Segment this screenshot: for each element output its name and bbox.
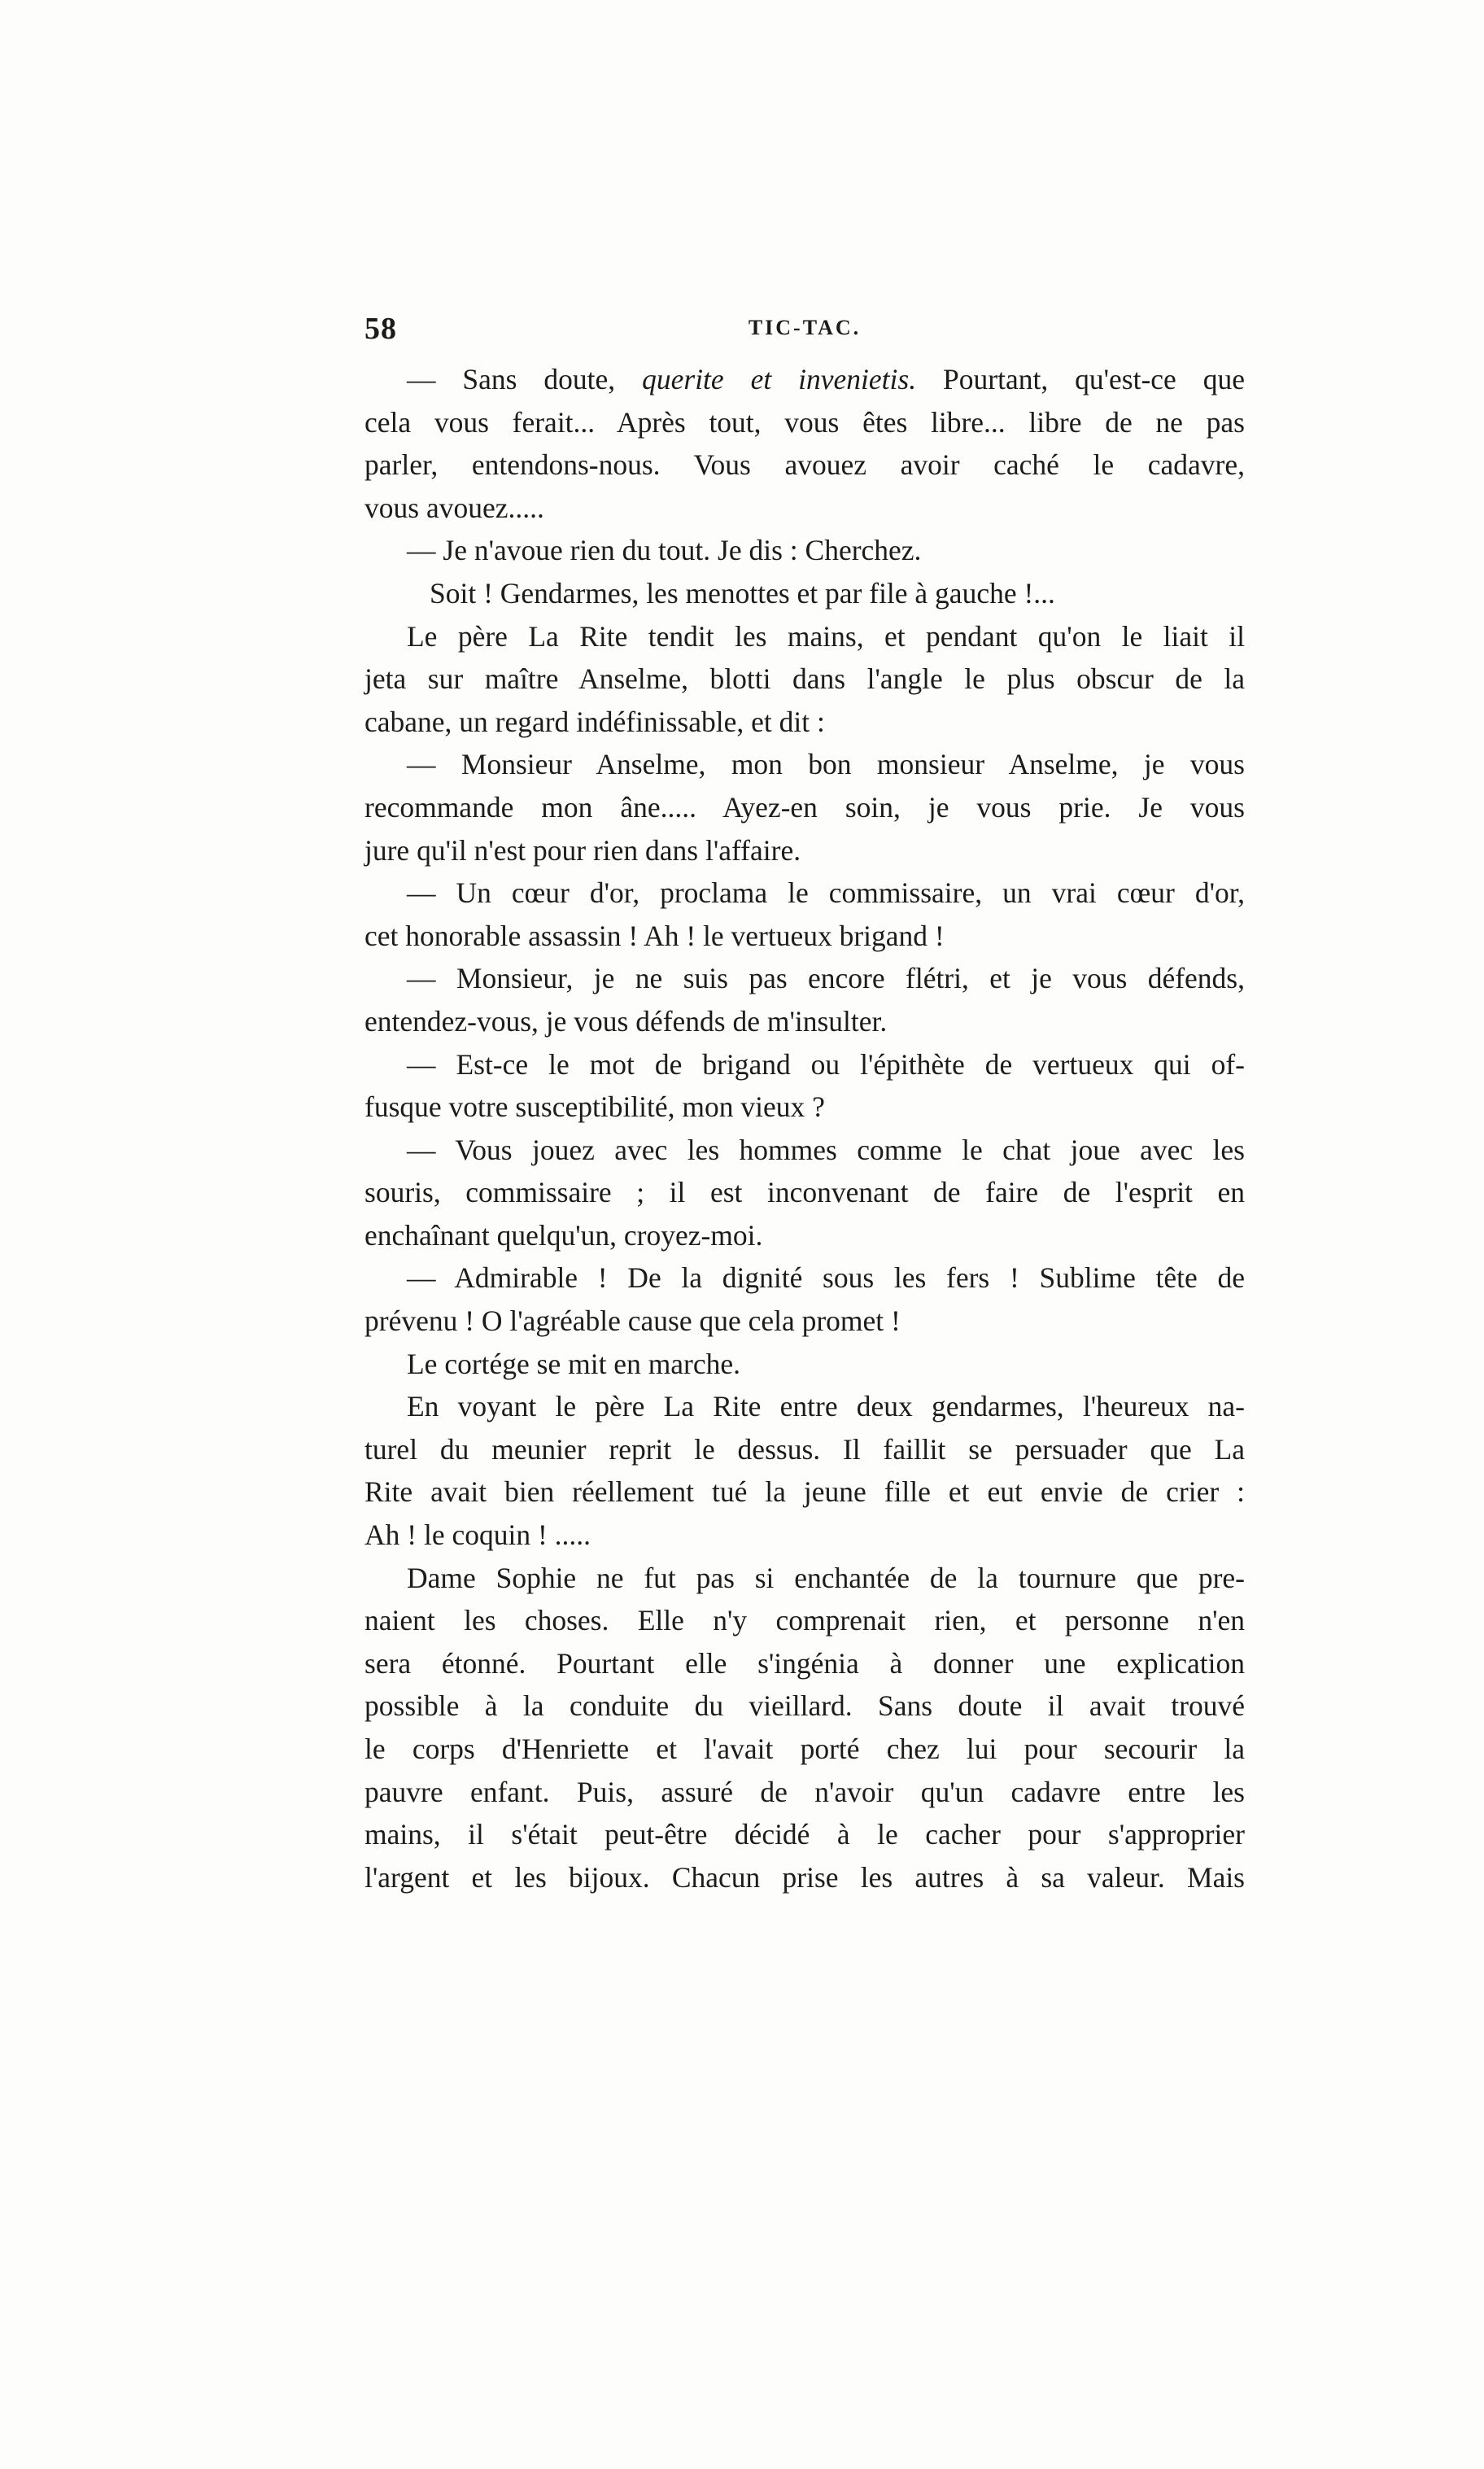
text-line: — Admirable ! De la dignité sous les fers ! Sublime tête de xyxy=(407,1261,1245,1295)
latin-quote: querite et invenietis. xyxy=(642,363,917,395)
body-text xyxy=(364,358,1245,1899)
text-line: l'argent et les bijoux. Chacun prise les autres à sa valeur. Mais xyxy=(364,1860,1245,1894)
text-line: Le cortége se mit en marche. xyxy=(407,1347,741,1380)
text-line: jeta sur maître Anselme, blotti dans l'angle le plus obscur de la xyxy=(364,662,1245,696)
text-line: naient les choses. Elle n'y comprenait rien, et personne n'en xyxy=(364,1604,1245,1637)
text-line: cabane, un regard indéfinissable, et dit : xyxy=(364,705,825,738)
running-title: TIC-TAC. xyxy=(748,316,862,339)
text-line: Rite avait bien réellement tué la jeune fille et eut envie de crier : xyxy=(364,1475,1245,1509)
page-number: 58 xyxy=(364,312,397,346)
text-line: — Monsieur Anselme, mon bon monsieur Anselme, je vous xyxy=(407,748,1245,781)
text-line: Soit ! Gendarmes, les menottes et par file à gauche !... xyxy=(430,576,1055,610)
text-line: Ah ! le coquin ! ..... xyxy=(364,1519,591,1552)
text-line: — Sans doute, querite et invenietis. Pourtant, qu'est-ce que xyxy=(407,363,1245,395)
text-line: souris, commissaire ; il est inconvenant de faire de l'esprit en xyxy=(364,1176,1245,1209)
text-line: fusque votre susceptibilité, mon vieux ? xyxy=(364,1090,825,1124)
text-line: entendez-vous, je vous défends de m'insulter. xyxy=(364,1004,888,1038)
text-line: — Je n'avoue rien du tout. Je dis : Cherchez. xyxy=(407,534,922,567)
text-line: sera étonné. Pourtant elle s'ingénia à donner une explication xyxy=(364,1646,1245,1680)
text-line: — Est-ce le mot de brigand ou l'épithète de vertueux qui of- xyxy=(407,1047,1245,1081)
text-line: enchaînant quelqu'un, croyez-moi. xyxy=(364,1218,763,1252)
running-head xyxy=(364,311,1245,350)
text-line: En voyant le père La Rite entre deux gendarmes, l'heureux na- xyxy=(407,1390,1245,1423)
text-line: — Vous jouez avec les hommes comme le chat joue avec les xyxy=(407,1133,1245,1166)
text-line: Le père La Rite tendit les mains, et pendant qu'on le liait il xyxy=(407,619,1245,653)
text-line: le corps d'Henriette et l'avait porté chez lui pour secourir la xyxy=(364,1733,1245,1765)
text-line: prévenu ! O l'agréable cause que cela promet ! xyxy=(364,1304,901,1338)
text-line: possible à la conduite du vieillard. Sans doute il avait trouvé xyxy=(364,1689,1245,1723)
text-line: pauvre enfant. Puis, assuré de n'avoir qu'un cadavre entre les xyxy=(364,1775,1245,1808)
text-line: Dame Sophie ne fut pas si enchantée de la tournure que pre- xyxy=(407,1561,1245,1594)
text-line: vous avouez..... xyxy=(364,491,544,524)
text-line: cet honorable assassin ! Ah ! le vertueux brigand ! xyxy=(364,919,945,952)
text-line: cela vous ferait... Après tout, vous êtes libre... libre de ne pas xyxy=(364,405,1245,439)
text-line: parler, entendons-nous. Vous avouez avoir caché le cadavre, xyxy=(364,448,1245,482)
text-line: mains, il s'était peut-être décidé à le cacher pour s'approprier xyxy=(364,1818,1245,1851)
text-line: jure qu'il n'est pour rien dans l'affaire. xyxy=(364,833,801,867)
text-line: — Monsieur, je ne suis pas encore flétri, et je vous défends, xyxy=(407,962,1245,995)
text-line: recommande mon âne..... Ayez-en soin, je vous prie. Je vous xyxy=(364,790,1245,824)
text-line: turel du meunier reprit le dessus. Il faillit se persuader que La xyxy=(364,1432,1245,1466)
text-line: — Un cœur d'or, proclama le commissaire, un vrai cœur d'or, xyxy=(407,876,1245,910)
